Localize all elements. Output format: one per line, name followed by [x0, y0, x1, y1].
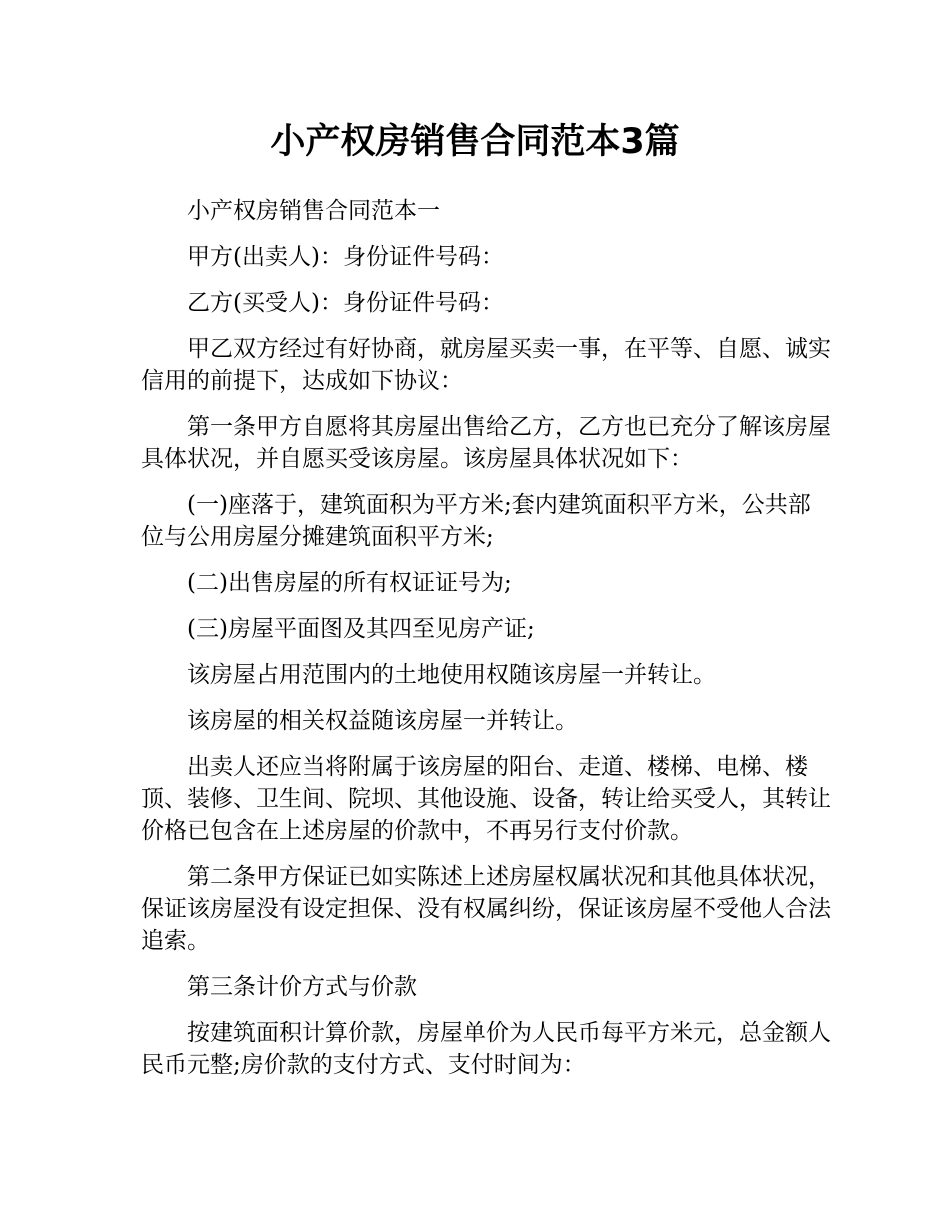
paragraph-item-1: (一)座落于，建筑面积为平方米;套内建筑面积平方米，公共部位与公用房屋分摊建筑面积平方米; — [141, 492, 811, 550]
paragraph-attachments: 出卖人还应当将附属于该房屋的阳台、走道、楼梯、电梯、楼顶、装修、卫生间、院坝、其他设施、设备，转让给买受人，其转让价格已包含在上述房屋的价款中，不再另行支付价款。 — [141, 754, 831, 844]
paragraph-item-3: (三)房屋平面图及其四至见房产证; — [187, 616, 535, 642]
paragraph-land-rights: 该房屋占用范围内的土地使用权随该房屋一并转让。 — [187, 662, 716, 688]
document-title: 小产权房销售合同范本3篇 — [270, 122, 680, 162]
paragraph-contract-heading: 小产权房销售合同范本一 — [187, 198, 440, 224]
document-body — [141, 195, 831, 1095]
paragraph-preamble: 甲乙双方经过有好协商，就房屋买卖一事，在平等、自愿、诚实信用的前提下，达成如下协议： — [141, 336, 831, 394]
paragraph-article-1: 第一条甲方自愿将其房屋出售给乙方，乙方也已充分了解该房屋具体状况，并自愿买受该房屋。该房屋具体状况如下： — [141, 414, 831, 472]
paragraph-article-2: 第二条甲方保证已如实陈述上述房屋权属状况和其他具体状况，保证该房屋没有设定担保、没有权属纠纷，保证该房屋不受他人合法追索。 — [141, 864, 831, 954]
paragraph-party-a: 甲方(出卖人)：身份证件号码： — [187, 244, 504, 270]
paragraph-related-rights: 该房屋的相关权益随该房屋一并转让。 — [187, 708, 578, 734]
paragraph-article-3: 第三条计价方式与价款 — [187, 974, 417, 1000]
paragraph-pricing: 按建筑面积计算价款，房屋单价为人民币每平方米元，总金额人民币元整;房价款的支付方式、支付时间为： — [141, 1020, 831, 1078]
paragraph-party-b: 乙方(买受人)：身份证件号码： — [187, 290, 504, 316]
paragraph-item-2: (二)出售房屋的所有权证证号为; — [187, 570, 512, 596]
